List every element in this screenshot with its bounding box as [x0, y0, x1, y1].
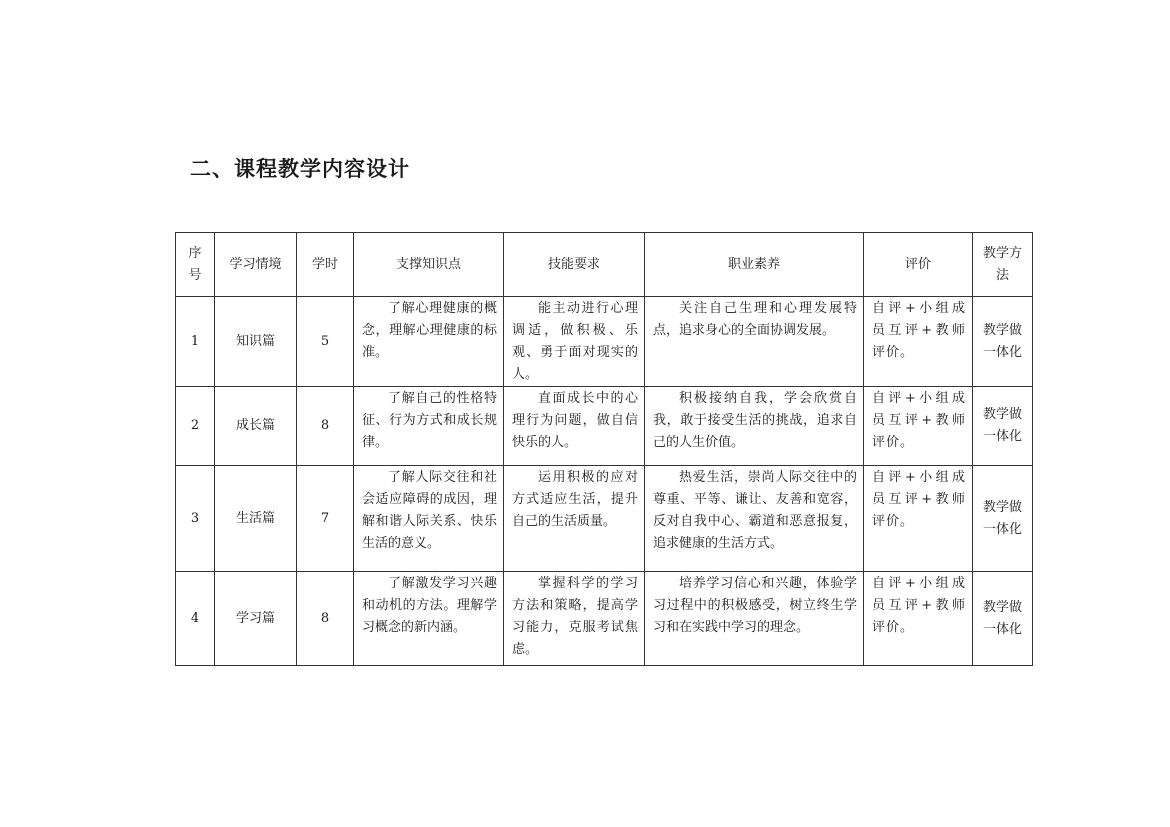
cell-evaluation: 自评+小组成员互评+教师评价。 [864, 387, 973, 466]
cell-knowledge: 了解自己的性格特征、行为方式和成长规律。 [354, 387, 504, 466]
cell-hours: 8 [297, 387, 354, 466]
cell-skills: 直面成长中的心理行为问题，做自信快乐的人。 [504, 387, 645, 466]
table-row [176, 297, 1033, 387]
cell-no: 4 [176, 572, 215, 666]
table-row [176, 466, 1033, 572]
cell-knowledge: 了解激发学习兴趣和动机的方法。理解学习概念的新内涵。 [354, 572, 504, 666]
cell-no: 3 [176, 466, 215, 572]
header-method: 教学方法 [973, 233, 1033, 297]
cell-knowledge: 了解心理健康的概念，理解心理健康的标准。 [354, 297, 504, 387]
header-evaluation: 评价 [864, 233, 973, 297]
table-header-row [176, 233, 1033, 297]
cell-literacy: 关注自己生理和心理发展特点，追求身心的全面协调发展。 [645, 297, 864, 387]
header-context: 学习情境 [215, 233, 297, 297]
cell-hours: 5 [297, 297, 354, 387]
cell-method: 教学做一体化 [973, 572, 1033, 666]
cell-no: 2 [176, 387, 215, 466]
cell-method: 教学做一体化 [973, 387, 1033, 466]
cell-evaluation: 自评+小组成员互评+教师评价。 [864, 297, 973, 387]
header-literacy: 职业素养 [645, 233, 864, 297]
header-hours: 学时 [297, 233, 354, 297]
cell-context: 知识篇 [215, 297, 297, 387]
cell-no: 1 [176, 297, 215, 387]
cell-skills: 能主动进行心理调适，做积极、乐观、勇于面对现实的人。 [504, 297, 645, 387]
cell-method: 教学做一体化 [973, 466, 1033, 572]
section-heading: 二、课程教学内容设计 [190, 157, 410, 181]
header-no: 序号 [176, 233, 215, 297]
cell-hours: 8 [297, 572, 354, 666]
header-knowledge: 支撑知识点 [354, 233, 504, 297]
cell-hours: 7 [297, 466, 354, 572]
table-row [176, 572, 1033, 666]
header-skills: 技能要求 [504, 233, 645, 297]
cell-literacy: 培养学习信心和兴趣，体验学习过程中的积极感受，树立终生学习和在实践中学习的理念。 [645, 572, 864, 666]
cell-evaluation: 自评+小组成员互评+教师评价。 [864, 572, 973, 666]
cell-literacy: 热爱生活，崇尚人际交往中的尊重、平等、谦让、友善和宽容，反对自我中心、霸道和恶意报复，追求健康的生活方式。 [645, 466, 864, 572]
cell-context: 学习篇 [215, 572, 297, 666]
cell-skills: 运用积极的应对方式适应生活，提升自己的生活质量。 [504, 466, 645, 572]
table-row [176, 387, 1033, 466]
cell-literacy: 积极接纳自我，学会欣赏自我，敢于接受生活的挑战，追求自己的人生价值。 [645, 387, 864, 466]
cell-method: 教学做一体化 [973, 297, 1033, 387]
cell-context: 成长篇 [215, 387, 297, 466]
course-content-table [175, 232, 1033, 666]
cell-context: 生活篇 [215, 466, 297, 572]
cell-knowledge: 了解人际交往和社会适应障碍的成因，理解和谐人际关系、快乐生活的意义。 [354, 466, 504, 572]
cell-evaluation: 自评+小组成员互评+教师评价。 [864, 466, 973, 572]
cell-skills: 掌握科学的学习方法和策略，提高学习能力，克服考试焦虑。 [504, 572, 645, 666]
